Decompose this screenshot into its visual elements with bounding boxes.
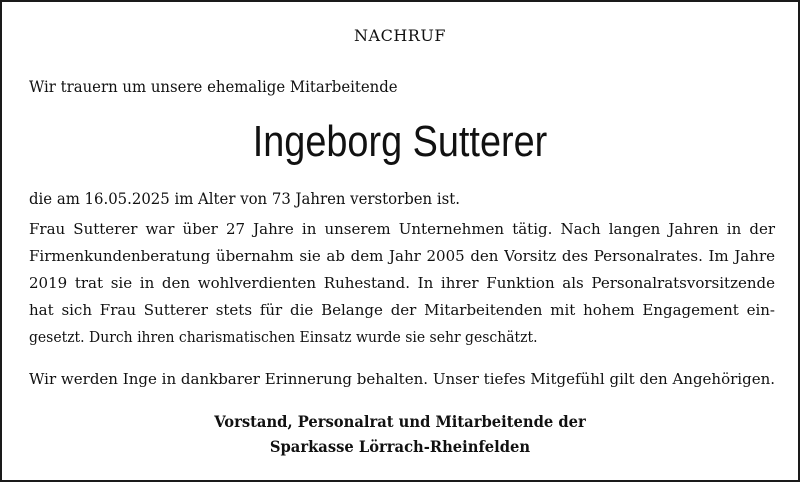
closing-text: Wir werden Inge in dankbarer Erinnerung behalten. Unser tiefes Mitgefühl gilt den Angehörigen. — [29, 370, 775, 388]
signature-line: Vorstand, Personalrat und Mitarbeitende der — [214, 412, 586, 431]
intro-text: Wir trauern um unsere ehemalige Mitarbeitende — [29, 77, 398, 96]
body-line: Frau Sutterer war über 27 Jahre in unserem Unternehmen tätig. Nach langen Jahren in der — [29, 220, 775, 238]
notice-heading: NACHRUF — [354, 26, 446, 45]
body-line: gesetzt. Durch ihren charismatischen Einsatz wurde sie sehr geschätzt. — [29, 328, 538, 346]
death-date-line: die am 16.05.2025 im Alter von 73 Jahren verstorben ist. — [29, 189, 460, 208]
signature-line: Sparkasse Lörrach-Rheinfelden — [269, 437, 531, 456]
deceased-name: Ingeborg Sutterer — [252, 117, 548, 166]
body-line: Firmenkundenberatung übernahm sie ab dem Jahr 2005 den Vorsitz des Personalrates. Im Jahre — [29, 247, 775, 265]
body-line: 2019 trat sie in den wohlverdienten Ruhestand. In ihrer Funktion als Personalratsvorsitzende — [29, 274, 775, 292]
body-line: hat sich Frau Sutterer stets für die Belange der Mitarbeitenden mit hohem Engagement ein- — [29, 301, 775, 319]
